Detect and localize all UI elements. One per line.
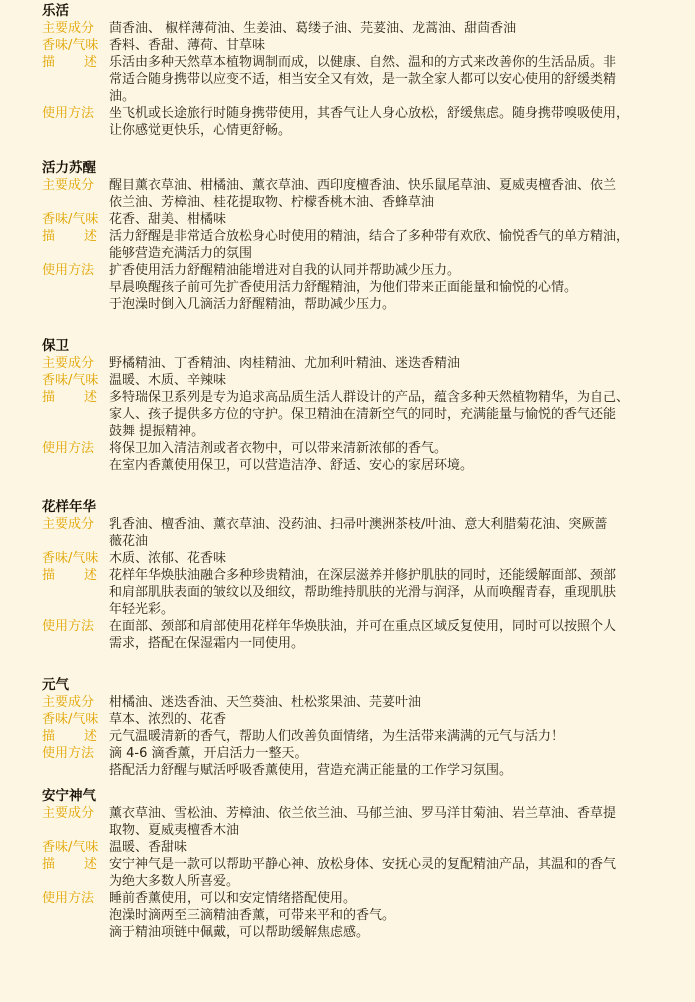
section-spacer: [42, 652, 675, 674]
usage-value: [109, 890, 675, 941]
product-title: 乐活: [42, 3, 69, 19]
scent-line: 温暖、香甜味: [109, 840, 188, 855]
scent-value: [109, 37, 675, 54]
usage-line: 搭配活力舒醒与赋活呼吸香薰使用，营造充满正能量的工作学习氛围。: [109, 763, 513, 778]
scent-value: [109, 711, 675, 728]
usage-line: 睡前香薰使用，可以和安定情绪搭配使用。: [109, 891, 357, 906]
ingredients-line: 野橘精油、丁香精油、肉桂精油、尤加利叶精油、迷迭香精油: [109, 356, 461, 371]
description-line: 鼓舞 提振精神。: [109, 424, 205, 439]
description-value: [109, 389, 675, 440]
ingredients-row: [42, 20, 675, 37]
ingredients-line: 醒目薰衣草油、柑橘油、薰衣草油、西印度檀香油、快乐鼠尾草油、夏威夷檀香油、依兰: [109, 178, 617, 193]
description-label: [42, 228, 109, 245]
usage-value: [109, 105, 675, 139]
description-label-char: 述: [83, 568, 97, 583]
description-label-char: 描: [42, 390, 56, 405]
product-title: 保卫: [42, 338, 69, 354]
description-label: [42, 567, 109, 584]
ingredients-label: 主要成分: [42, 517, 95, 532]
product-section: [42, 676, 675, 779]
ingredients-value: [109, 516, 675, 550]
scent-row: [42, 372, 675, 389]
usage-line: 滴于精油项链中佩戴，可以帮助缓解焦虑感。: [109, 925, 370, 940]
description-label-char: 描: [42, 568, 56, 583]
description-row: [42, 728, 675, 745]
product-section: [42, 787, 675, 941]
usage-line: 扩香使用活力舒醒精油能增进对自我的认同并帮助减少压力。: [109, 263, 461, 278]
usage-label: 使用方法: [42, 746, 95, 761]
scent-label: 香味/气味: [42, 840, 99, 855]
description-label-char: 述: [83, 857, 97, 872]
ingredients-label: 主要成分: [42, 21, 95, 36]
usage-value: [109, 440, 675, 474]
usage-label: 使用方法: [42, 263, 95, 278]
section-spacer: [42, 139, 675, 157]
usage-line: 滴 4-6 滴香薰，开启活力一整天。: [109, 746, 308, 761]
usage-row: [42, 890, 675, 941]
scent-row: [42, 550, 675, 567]
section-spacer: [42, 313, 675, 335]
description-value: [109, 567, 675, 618]
usage-label: 使用方法: [42, 619, 95, 634]
description-line: 乐活由多种天然草本植物调制而成，以健康、自然、温和的方式来改善你的生活品质。非: [109, 55, 617, 70]
ingredients-row: [42, 355, 675, 372]
description-line: 和肩部肌肤表面的皱纹以及细纹，帮助维持肌肤的光滑与润泽，从而唤醒青春，重现肌肤: [109, 585, 617, 600]
product-title: 元气: [42, 677, 69, 693]
scent-label: 香味/气味: [42, 212, 99, 227]
usage-line: 早晨唤醒孩子前可先扩香使用活力舒醒精油，为他们带来正面能量和愉悦的心情。: [109, 280, 578, 295]
description-row: [42, 228, 675, 262]
scent-value: [109, 372, 675, 389]
ingredients-line: 柑橘油、迷迭香油、天竺葵油、杜松浆果油、芫荽叶油: [109, 695, 422, 710]
ingredients-line: 依兰油、芳樟油、桂花提取物、柠檬香桃木油、香蜂草油: [109, 195, 435, 210]
usage-row: [42, 745, 675, 779]
usage-value: [109, 262, 675, 313]
description-label-char: 描: [42, 857, 56, 872]
usage-row: [42, 105, 675, 139]
usage-value: [109, 618, 675, 652]
description-label-char: 述: [83, 229, 97, 244]
usage-line: 泡澡时滴两至三滴精油香薰，可带来平和的香气。: [109, 908, 396, 923]
scent-line: 香料、香甜、薄荷、甘草味: [109, 38, 266, 53]
usage-line: 让你感觉更快乐，心情更舒畅。: [109, 123, 292, 138]
scent-label: 香味/气味: [42, 38, 99, 53]
ingredients-value: [109, 20, 675, 37]
description-label-char: 述: [83, 729, 97, 744]
description-line: 花样年华焕肤油融合多种珍贵精油，在深层滋养并修护肌肤的同时，还能缓解面部、颈部: [109, 568, 617, 583]
usage-value: [109, 745, 675, 779]
scent-value: [109, 211, 675, 228]
ingredients-line: 乳香油、檀香油、薰衣草油、没药油、扫帚叶澳洲茶枝/叶油、意大利腊菊花油、突厥蔷: [109, 517, 608, 532]
description-line: 油。: [109, 89, 136, 104]
description-line: 多特瑞保卫系列是专为追求高品质生活人群设计的产品，蕴含多种天然植物精华，为自己、: [109, 390, 630, 405]
description-label: [42, 856, 109, 873]
description-line: 年轻光彩。: [109, 602, 175, 617]
product-list: [0, 2, 695, 1002]
scent-row: [42, 711, 675, 728]
description-row: [42, 54, 675, 105]
section-spacer: [42, 474, 675, 496]
description-line: 安宁神气是一款可以帮助平静心神、放松身体、安抚心灵的复配精油产品，其温和的香气: [109, 857, 617, 872]
ingredients-row: [42, 177, 675, 211]
description-label-char: 述: [83, 55, 97, 70]
scent-line: 木质、浓郁、花香味: [109, 551, 227, 566]
usage-row: [42, 618, 675, 652]
ingredients-row: [42, 516, 675, 550]
description-row: [42, 389, 675, 440]
description-label: [42, 389, 109, 406]
usage-label: 使用方法: [42, 441, 95, 456]
description-line: 能够营造充满活力的氛围: [109, 246, 253, 261]
description-value: [109, 54, 675, 105]
scent-row: [42, 37, 675, 54]
usage-line: 将保卫加入清洁剂或者衣物中，可以带来清新浓郁的香气。: [109, 441, 448, 456]
ingredients-row: [42, 694, 675, 711]
description-line: 活力舒醒是非常适合放松身心时使用的精油，结合了多种带有欢欣、愉悦香气的单方精油，: [109, 229, 630, 244]
product-title: 活力苏醒: [42, 160, 96, 176]
description-line: 元气温暖清新的香气，帮助人们改善负面情绪，为生活带来满满的元气与活力！: [109, 729, 565, 744]
ingredients-value: [109, 694, 675, 711]
ingredients-value: [109, 177, 675, 211]
description-line: 常适合随身携带以应变不适，相当安全又有效，是一款全家人都可以安心使用的舒缓类精: [109, 72, 617, 87]
ingredients-label: 主要成分: [42, 356, 95, 371]
usage-label: 使用方法: [42, 891, 95, 906]
description-value: [109, 728, 675, 745]
product-title: 安宁神气: [42, 788, 96, 804]
description-row: [42, 856, 675, 890]
scent-label: 香味/气味: [42, 712, 99, 727]
description-label-char: 描: [42, 55, 56, 70]
usage-row: [42, 262, 675, 313]
product-section: [42, 498, 675, 652]
description-line: 为绝大多数人所喜爱。: [109, 874, 240, 889]
usage-line: 在面部、颈部和肩部使用花样年华焕肤油，并可在重点区域反复使用，同时可以按照个人: [109, 619, 617, 634]
scent-value: [109, 550, 675, 567]
scent-row: [42, 839, 675, 856]
usage-row: [42, 440, 675, 474]
product-section: [42, 337, 675, 474]
ingredients-row: [42, 805, 675, 839]
usage-line: 在室内香薰使用保卫，可以营造洁净、舒适、安心的家居环境。: [109, 458, 474, 473]
ingredients-line: 薇花油: [109, 534, 149, 549]
description-label-char: 描: [42, 729, 56, 744]
ingredients-value: [109, 805, 675, 839]
ingredients-label: 主要成分: [42, 806, 95, 821]
product-section: [42, 2, 675, 139]
description-label-char: 述: [83, 390, 97, 405]
ingredients-line: 薰衣草油、雪松油、芳樟油、依兰依兰油、马郁兰油、罗马洋甘菊油、岩兰草油、香草提: [109, 806, 617, 821]
product-title: 花样年华: [42, 499, 96, 515]
description-row: [42, 567, 675, 618]
description-label: [42, 728, 109, 745]
scent-line: 花香、甜美、柑橘味: [109, 212, 227, 227]
description-label-char: 描: [42, 229, 56, 244]
description-label: [42, 54, 109, 71]
ingredients-line: 茴香油、 椒样薄荷油、生姜油、葛缕子油、芫荽油、龙蒿油、甜茴香油: [109, 21, 517, 36]
scent-line: 草本、浓烈的、花香: [109, 712, 227, 727]
scent-row: [42, 211, 675, 228]
description-line: 家人、孩子提供多方位的守护。保卫精油在清新空气的同时，充满能量与愉悦的香气还能: [109, 407, 617, 422]
ingredients-label: 主要成分: [42, 695, 95, 710]
usage-line: 坐飞机或长途旅行时随身携带使用，其香气让人身心放松，舒缓焦虑。随身携带嗅吸使用，: [109, 106, 630, 121]
scent-label: 香味/气味: [42, 551, 99, 566]
product-section: [42, 159, 675, 313]
ingredients-label: 主要成分: [42, 178, 95, 193]
section-spacer: [42, 779, 675, 785]
usage-label: 使用方法: [42, 106, 95, 121]
usage-line: 于泡澡时倒入几滴活力舒醒精油，帮助减少压力。: [109, 297, 396, 312]
scent-label: 香味/气味: [42, 373, 99, 388]
ingredients-value: [109, 355, 675, 372]
ingredients-line: 取物、夏威夷檀香木油: [109, 823, 240, 838]
description-value: [109, 228, 675, 262]
scent-value: [109, 839, 675, 856]
description-value: [109, 856, 675, 890]
usage-line: 需求，搭配在保湿霜内一同使用。: [109, 636, 305, 651]
scent-line: 温暖、木质、辛辣味: [109, 373, 227, 388]
